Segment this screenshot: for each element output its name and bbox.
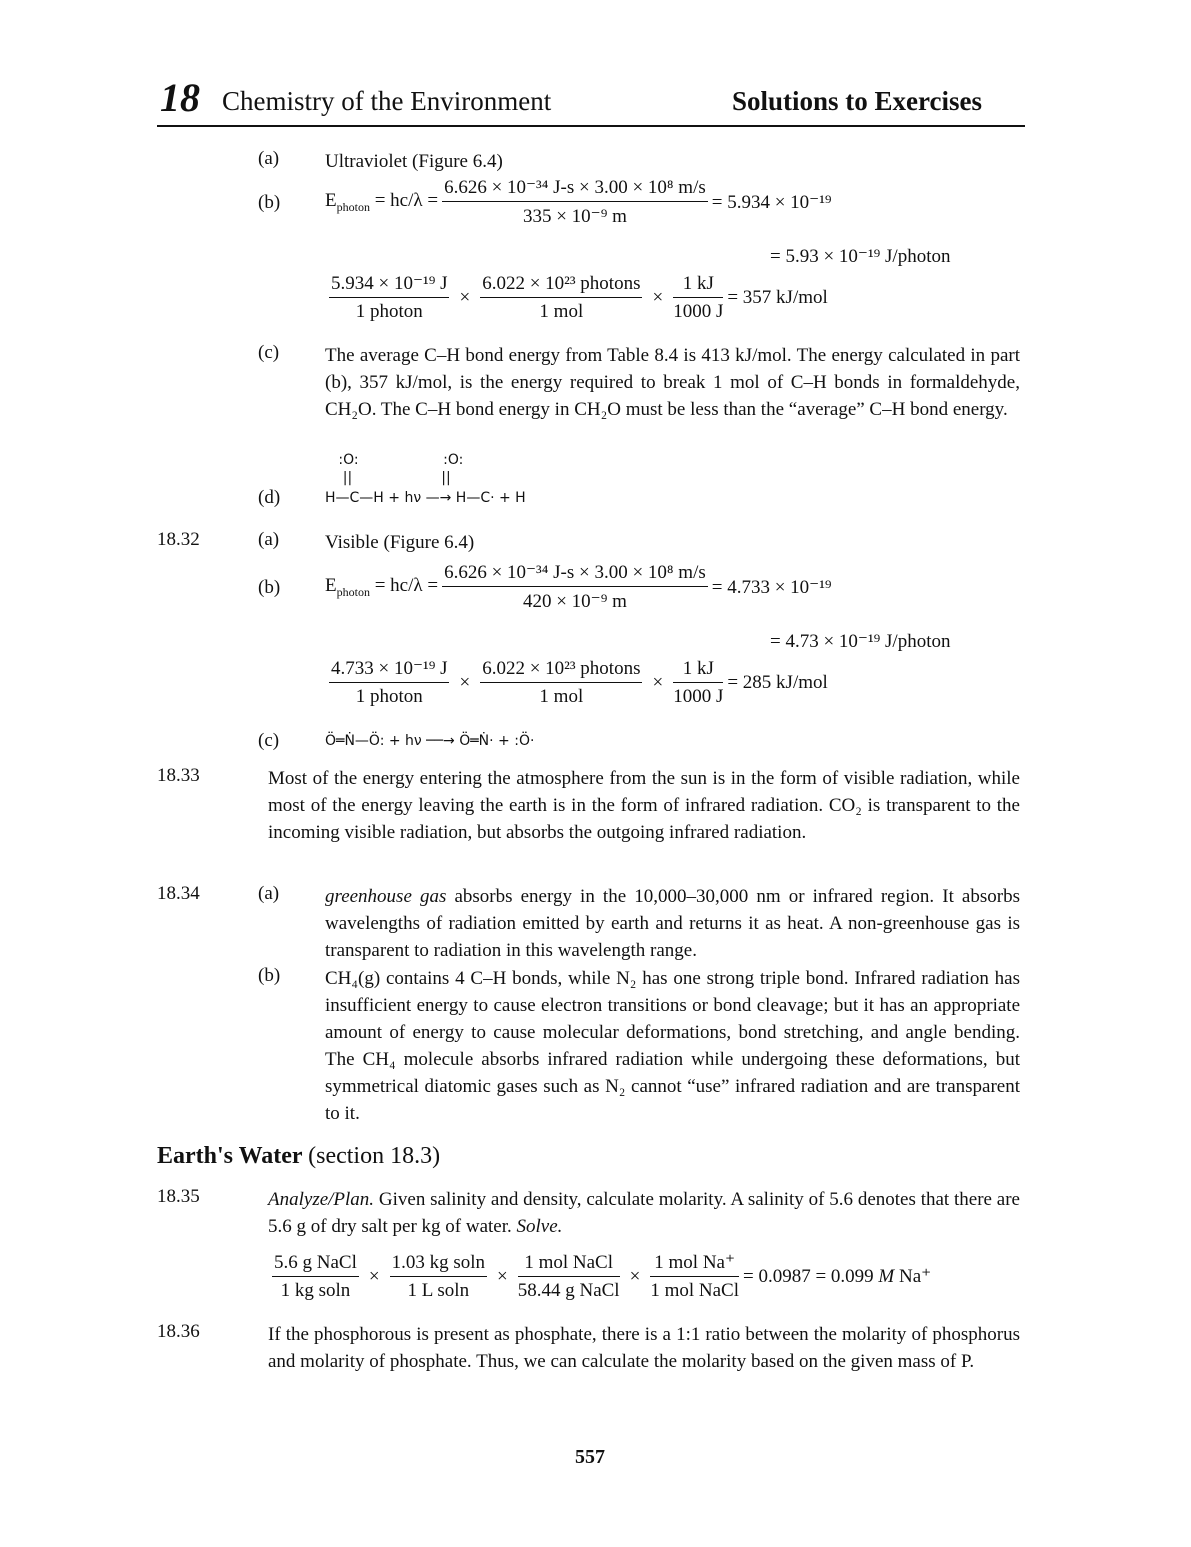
chapter-number: 18 bbox=[160, 75, 200, 120]
answer-text: Analyze/Plan. Given salinity and density, calculate molarity. A salinity of 5.6 denotes that there are 5.6 g of dry salt per kg of water. Solve. bbox=[268, 1189, 1020, 1237]
fraction: $\frac{\text{6.626 × 10⁻³⁴ J-s × 3.00 × 10⁸ m/s}}{\text{335 × 10⁻⁹ m}}$ bbox=[444, 177, 706, 227]
answer-text: The average C–H bond energy from Table 8.4 is 413 kJ/mol. The energy calculated in part (b), 357 kJ/mol, is the energy required to break 1 mol of C–H bonds in formaldehyde, CH₂O. The C–H bond energy in CH₂O must be less than the “average” C–H bond energy. bbox=[325, 345, 1020, 420]
reaction-equation: H—C—H + hν —→ H—C· + H bbox=[325, 490, 526, 506]
photon-energy-equation: $E_{photon} = hc/\lambda$ = $\frac{\text{6.626 × 10⁻³⁴ J-s × 3.00 × 10⁸ m/s}}{\text{420 × 10⁻⁹ m}}$ = 4.733 × 10⁻¹⁹ bbox=[325, 562, 832, 612]
part-label: (d) bbox=[258, 487, 281, 508]
part-label: (b) bbox=[258, 577, 281, 598]
answer-text: Most of the energy entering the atmosphere from the sun is in the form of visible radiation, while most of the energy leaving the earth is in the form of infrared radiation. CO₂ is transparent to the incoming visible radiation, but absorbs the outgoing infrared radiation. bbox=[268, 768, 1020, 843]
part-label: (b) bbox=[258, 192, 281, 213]
result: = 5.934 × 10⁻¹⁹ bbox=[711, 191, 832, 213]
structure-bond: || || bbox=[325, 470, 451, 486]
answer-text: Ultraviolet (Figure 6.4) bbox=[325, 151, 503, 172]
answer-text: If the phosphorous is present as phosphate, there is a 1:1 ratio between the molarity of phosphorus and molarity of phosphate. Thus, we can calculate the molarity based on the given mass of P. bbox=[268, 1324, 1020, 1372]
lhs: $E_{photon} = hc/\lambda$ = bbox=[325, 189, 439, 214]
answer-text: CH₄(g) contains 4 C–H bonds, while N₂ has one strong triple bond. Infrared radiation has insufficient energy to cause electron transitions or bond cleavage; but it has an appropriate amount of energy to cause molecular deformations, bond stretching, and angle bending. The CH₄ molecule absorbs infrared radiation while undergoing these deformations, but symmetrical diatomic gases such as N₂ cannot “use” infrared radiation and are transparent to it. bbox=[325, 968, 1020, 1124]
part-label: (a) bbox=[258, 883, 280, 904]
result-line: = 5.93 × 10⁻¹⁹ J/photon bbox=[770, 246, 951, 267]
molarity-equation: $\frac{\text{5.6 g NaCl}}{\text{1 kg soln}}$ × $\frac{\text{1.03 kg soln}}{\text{1 L soln}}$ × $\frac{\text{1 mol NaCl}}{\text{58.44 g NaCl}}$ × $\frac{\text{1 mol Na⁺}}{\text{1 mol NaCl}}$ = 0.0987 = 0.099 M Na⁺ bbox=[274, 1251, 932, 1301]
page-number: 557 bbox=[575, 1446, 605, 1468]
part-label: (b) bbox=[258, 965, 281, 986]
result-line: = 4.73 × 10⁻¹⁹ J/photon bbox=[770, 631, 951, 652]
header-rule bbox=[157, 125, 1025, 127]
exercise-number: 18.35 bbox=[157, 1186, 200, 1207]
reaction-equation: Ö═Ṅ—Ö: + hν ──→ Ö═Ṅ· + :Ö· bbox=[325, 733, 535, 749]
exercise-number: 18.33 bbox=[157, 765, 200, 786]
chapter-title: Chemistry of the Environment bbox=[222, 86, 552, 116]
exercise-number: 18.34 bbox=[157, 883, 200, 904]
part-label: (c) bbox=[258, 342, 280, 363]
answer-text: greenhouse gas absorbs energy in the 10,000–30,000 nm or infrared region. It absorbs wavelengths of radiation emitted by earth and returns it as heat. A non-greenhouse gas is transparent to radiation in this wavelength range. bbox=[325, 886, 1020, 961]
exercise-number: 18.36 bbox=[157, 1321, 200, 1342]
section-title: Solutions to Exercises bbox=[732, 86, 983, 116]
molar-energy-equation: $\frac{\text{5.934 × 10⁻¹⁹ J}}{\text{1 photon}}$ × $\frac{\text{6.022 × 10²³ photons}}{\text{1 mol}}$ × $\frac{1 kJ}{1000 J}$ = 357 kJ/mol bbox=[331, 272, 828, 322]
part-label: (a) bbox=[258, 529, 280, 550]
part-label: (c) bbox=[258, 730, 280, 751]
photon-energy-equation bbox=[325, 176, 832, 228]
structure-top: :O: :O: bbox=[325, 452, 464, 468]
molar-energy-equation: $\frac{\text{4.733 × 10⁻¹⁹ J}}{\text{1 photon}}$ × $\frac{\text{6.022 × 10²³ photons}}{\text{1 mol}}$ × $\frac{1 kJ}{1000 J}$ = 285 kJ/mol bbox=[331, 657, 828, 707]
answer-text: Visible (Figure 6.4) bbox=[325, 532, 475, 553]
part-label: (a) bbox=[258, 148, 280, 169]
exercise-number: 18.32 bbox=[157, 529, 200, 550]
section-heading: Earth's Water (section 18.3) bbox=[157, 1143, 441, 1169]
